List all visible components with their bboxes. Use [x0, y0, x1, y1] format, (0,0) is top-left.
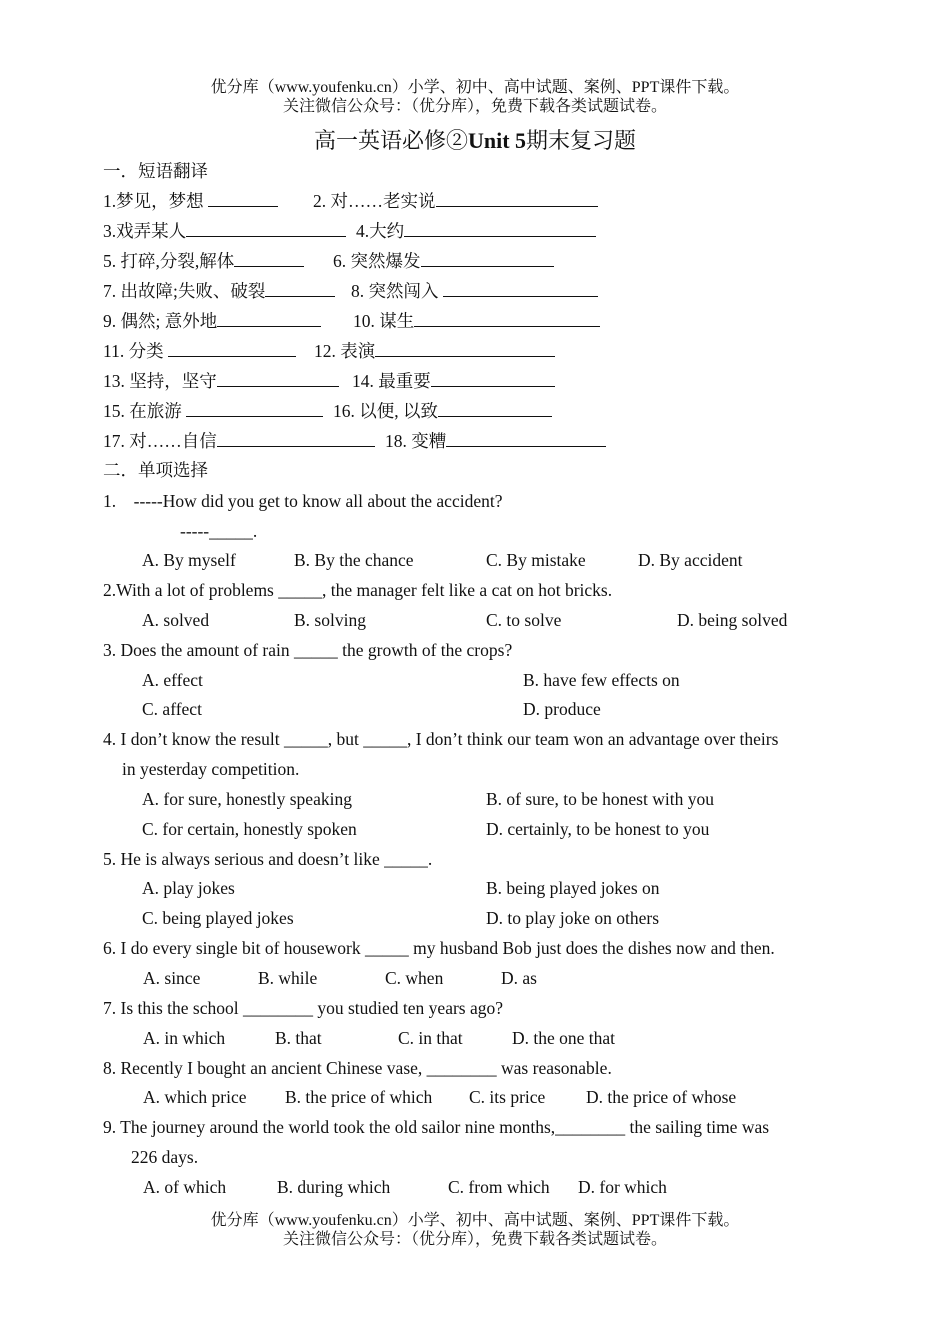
- option-a: A. which price: [143, 1087, 247, 1107]
- phrase-row: [313, 190, 598, 212]
- phrase-row: [333, 250, 554, 272]
- phrase-row: [385, 430, 606, 452]
- phrase-row: [333, 400, 552, 422]
- option-c: C. in that: [398, 1028, 463, 1048]
- phrase-item: 4.大约: [356, 221, 405, 241]
- option-d: D. as: [501, 968, 537, 988]
- phrase-item: 18. 变糟: [385, 431, 447, 451]
- section-heading-1: 一．短语翻译: [103, 161, 208, 181]
- phrase-item: 9. 偶然; 意外地: [103, 311, 218, 331]
- option-c: C. to solve: [486, 610, 562, 630]
- phrase-item: 16. 以便, 以致: [333, 401, 438, 421]
- answer-blank: [186, 220, 346, 237]
- option-b: B. solving: [294, 610, 366, 630]
- phrase-item: 2. 对……老实说: [313, 191, 436, 211]
- answer-blank: [186, 400, 323, 417]
- answer-blank: [404, 220, 596, 237]
- answer-blank: [168, 340, 296, 357]
- answer-blank: [431, 370, 555, 387]
- option-c: C. being played jokes: [142, 908, 294, 928]
- option-c: C. from which: [448, 1177, 550, 1197]
- answer-blank: [438, 400, 552, 417]
- phrase-row: [351, 280, 598, 302]
- question-stem: 7. Is this the school ________ you studied ten years ago?: [103, 998, 504, 1018]
- phrase-item: 10. 谋生: [353, 311, 415, 331]
- answer-blank: [421, 250, 554, 267]
- option-a: A. since: [143, 968, 201, 988]
- answer-blank: [217, 310, 321, 327]
- phrase-row: [103, 250, 304, 272]
- phrase-item: 1.梦见，梦想: [103, 191, 204, 211]
- option-a: A. play jokes: [142, 878, 235, 898]
- option-b: B. have few effects on: [523, 670, 680, 690]
- option-a: A. solved: [142, 610, 210, 630]
- phrase-row: [103, 430, 375, 452]
- phrase-item: 7. 出故障;失败、破裂: [103, 281, 266, 301]
- question-stem: 8. Recently I bought an ancient Chinese vase, ________ was reasonable.: [103, 1058, 612, 1078]
- title-unit: Unit 5: [467, 128, 527, 153]
- answer-blank: [234, 250, 304, 267]
- answer-blank: [217, 370, 339, 387]
- answer-blank: [446, 430, 606, 447]
- answer-blank: [436, 190, 598, 207]
- answer-blank: [414, 310, 600, 327]
- phrase-item: 14. 最重要: [352, 371, 431, 391]
- option-c: C. affect: [142, 699, 202, 719]
- answer-blank: [443, 280, 598, 297]
- question-stem-cont: in yesterday competition.: [122, 759, 300, 779]
- answer-blank: [217, 430, 375, 447]
- title-prefix: 高一英语必修②: [313, 128, 468, 153]
- option-d: D. the price of whose: [586, 1087, 737, 1107]
- phrase-row: [314, 340, 555, 362]
- title-suffix: 期末复习题: [526, 128, 637, 153]
- option-a: A. effect: [142, 670, 203, 690]
- page-title: [0, 127, 950, 155]
- option-d: D. for which: [578, 1177, 667, 1197]
- phrase-row: [103, 400, 323, 422]
- phrase-item: 3.戏弄某人: [103, 221, 187, 241]
- option-d: D. By accident: [638, 550, 743, 570]
- phrase-row: [103, 340, 296, 362]
- option-c: C. when: [385, 968, 444, 988]
- question-stem: 6. I do every single bit of housework _____ my husband Bob just does the dishes now and then.: [103, 938, 775, 958]
- phrase-item: 6. 突然爆发: [333, 251, 421, 271]
- header-line-2: 关注微信公众号：（优分库），免费下载各类试题试卷。: [282, 98, 667, 115]
- option-d: D. to play joke on others: [486, 908, 660, 928]
- phrase-row: [103, 190, 278, 212]
- option-b: B. that: [275, 1028, 322, 1048]
- question-stem-cont: 226 days.: [131, 1147, 199, 1167]
- question-stem: 1. -----How did you get to know all about the accident?: [103, 491, 503, 511]
- question-stem: 9. The journey around the world took the old sailor nine months,________ the sailing time was: [103, 1117, 770, 1137]
- option-a: A. in which: [143, 1028, 226, 1048]
- option-d: D. certainly, to be honest to you: [486, 819, 710, 839]
- option-d: D. the one that: [512, 1028, 616, 1048]
- option-b: B. during which: [277, 1177, 391, 1197]
- phrase-row: [352, 370, 555, 392]
- section-heading-2: 二．单项选择: [103, 460, 208, 480]
- phrase-item: 15. 在旅游: [103, 401, 182, 421]
- phrase-row: [103, 280, 335, 302]
- phrase-row: [103, 370, 339, 392]
- option-b: B. of sure, to be honest with you: [486, 789, 714, 809]
- question-stem: 3. Does the amount of rain _____ the growth of the crops?: [103, 640, 513, 660]
- option-b: B. the price of which: [285, 1087, 433, 1107]
- option-c: C. By mistake: [486, 550, 586, 570]
- option-a: A. for sure, honestly speaking: [142, 789, 352, 809]
- phrase-item: 12. 表演: [314, 341, 376, 361]
- answer-blank: [208, 190, 278, 207]
- option-d: D. produce: [523, 699, 601, 719]
- question-stem: 2.With a lot of problems _____, the manager felt like a cat on hot bricks.: [103, 580, 613, 600]
- footer-line-1: 优分库（www.youfenku.cn）小学、初中、高中试题、案例、PPT课件下载。: [210, 1212, 740, 1229]
- phrase-row: [353, 310, 600, 332]
- phrase-row: [103, 220, 346, 242]
- option-c: C. for certain, honestly spoken: [142, 819, 357, 839]
- phrase-item: 8. 突然闯入: [351, 281, 439, 301]
- phrase-row: [103, 310, 321, 332]
- header-line-1: 优分库（www.youfenku.cn）小学、初中、高中试题、案例、PPT课件下载。: [210, 79, 740, 96]
- option-b: B. By the chance: [294, 550, 414, 570]
- phrase-item: 17. 对……自信: [103, 431, 217, 451]
- option-d: D. being solved: [677, 610, 788, 630]
- question-stem-cont: -----_____.: [180, 521, 258, 541]
- question-stem: 5. He is always serious and doesn’t like _____.: [103, 849, 433, 869]
- option-a: A. of which: [143, 1177, 227, 1197]
- phrase-item: 11. 分类: [103, 341, 164, 361]
- footer-line-2: 关注微信公众号：（优分库），免费下载各类试题试卷。: [282, 1231, 667, 1248]
- option-b: B. while: [258, 968, 318, 988]
- phrase-row: [356, 220, 596, 242]
- question-stem: 4. I don’t know the result _____, but _____, I don’t think our team won an advantage over theirs: [103, 729, 779, 749]
- phrase-item: 13. 坚持，坚守: [103, 371, 217, 391]
- phrase-item: 5. 打碎,分裂,解体: [103, 251, 235, 271]
- option-c: C. its price: [469, 1087, 546, 1107]
- option-a: A. By myself: [142, 550, 236, 570]
- option-b: B. being played jokes on: [486, 878, 660, 898]
- answer-blank: [265, 280, 335, 297]
- answer-blank: [375, 340, 555, 357]
